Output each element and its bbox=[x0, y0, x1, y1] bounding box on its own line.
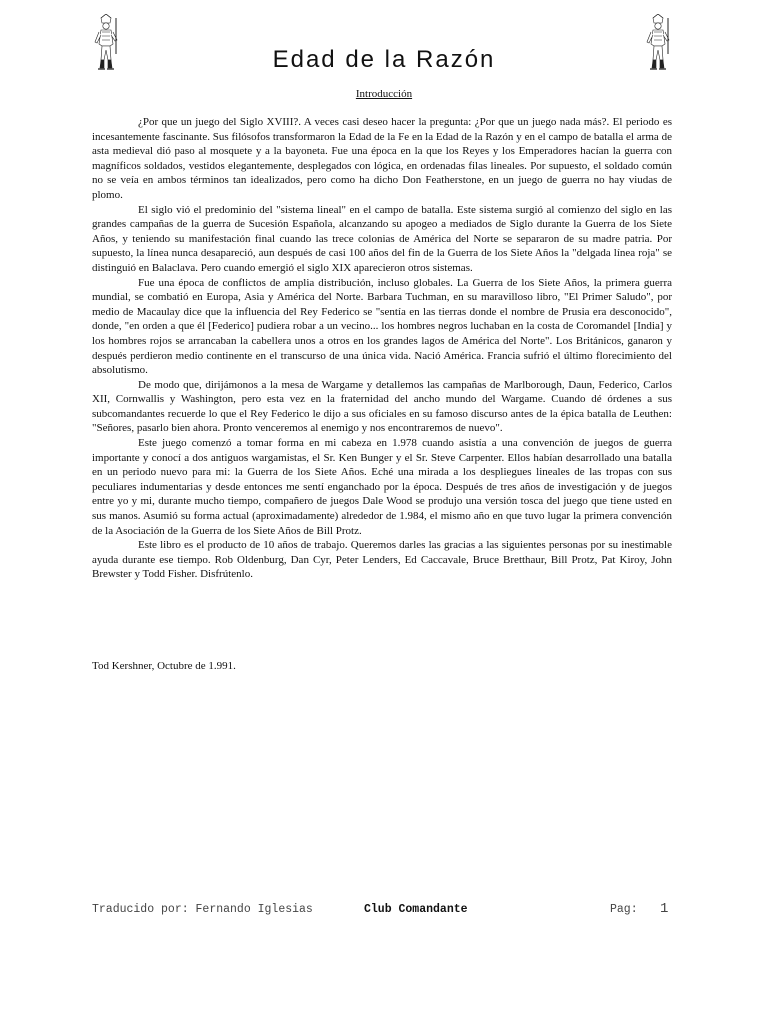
paragraph: De modo que, dirijámonos a la mesa de Wargame y detallemos las campañas de Marlborough, Daun, Federico, Carlos XII, Cornwallis y Washington, pero esta vez en la fraternidad del ancho mundo del Wargame. Cuando dé órdenes a sus subcomandantes recuerde lo que el Rey Federico le dijo a sus oficiales en su famoso discurso antes de la épica batalla de Leuthen: "Señores, pasarlo bien ahora. Pronto venceremos al enemigo y nos encontraremos de nuevo". bbox=[92, 378, 672, 435]
translator-credit: Traducido por: Fernando Iglesias bbox=[92, 903, 313, 916]
paragraph: El siglo vió el predominio del "sistema lineal" en el campo de batalla. Este sistema surgió al comienzo del siglo en las grandes campañas de la guerra de Sucesión Española, alcanzando su apogeo a mediados de Siglo durante la Guerra de los Siete Años, y teniendo su manifestación final cuando las trece colonias de América del Norte se separaron de su madre patria. Por supuesto, la línea nunca desapareció, aun después de casi 100 años del fin de la Guerra de los Siete Años la "delgada línea roja" se distinguió en Balaclava. Pero cuando emergió el siglo XIX aparecieron otros sistemas. bbox=[92, 203, 672, 274]
page-title: Edad de la Razón bbox=[272, 46, 496, 73]
club-name: Club Comandante bbox=[364, 903, 468, 916]
paragraph: Este libro es el producto de 10 años de trabajo. Queremos darles las gracias a las siguientes personas por su inestimable ayuda durante ese tiempo. Rob Oldenburg, Dan Cyr, Peter Lenders, Ed Caccavale, Bruce Bretthaur, Bill Protz, Pat Kiroy, John Brewster y Todd Fisher. Disfrútenlo. bbox=[92, 539, 672, 581]
page-footer bbox=[92, 903, 672, 923]
paragraph: ¿Por que un juego del Siglo XVIII?. A veces casi deseo hacer la pregunta: ¿Por que un juego nada más?. El periodo es incesantemente fascinante. Sus filósofos transformaron la Edad de la Fe en la Edad de la Razón y en el campo de batalla el arma de asta medieval dió paso al mosquete y a la bayoneta. Fue una época en la que los Reyes y los Emperadores hacían la guerra con magníficos soldados, vestidos elegantemente, desplegados con lógica, en ordenadas filas lineales. Por supuesto, el soldado común no se veía en ambos términos tan idealizados, pero como ha dicho Don Featherstone, en un juego de guerra no hay viudas de plomo. bbox=[92, 116, 672, 201]
page-label: Pag: bbox=[610, 903, 638, 916]
paragraph: Fue una época de conflictos de amplia distribución, incluso globales. La Guerra de los Siete Años, la primera guerra mundial, se combatió en Europa, Asia y América del Norte. Barbara Tuchman, en su maravilloso libro, "El Primer Saludo", por medio de Macaulay dice que la influencia del Rey Federico se "sentía en las tierras donde el nombre de Prusia era desconocido", donde, "en orden a que él [Federico] pudiera robar a un vecino... los hombres negros luchaban en la costa de Coromandel [India] y los hombres rojos se arrancaban la cabellera unos a otros en los grandes lagos de América del Norte". Los Británicos, ganaron y después perdieron medio continente en el transcurso de una única vida. Nació América. Francia sufrió el último florecimiento del absolutismo. bbox=[92, 276, 672, 377]
body-text bbox=[92, 115, 672, 582]
section-subtitle: Introducción bbox=[355, 88, 413, 100]
paragraph: Este juego comenzó a tomar forma en mi cabeza en 1.978 cuando asistía a una convención de juegos de guerra importante y conocí a dos antiguos wargamistas, el Sr. Ken Bunger y el Sr. Steve Carpenter. Ellos habían desarrollado una batalla en un periodo nuevo para mi: la Guerra de los Siete Años. Eché una mirada a los despliegues lineales de las tropas con sus peculiares indumentarias y desde entonces me sentí enganchado por la época. Después de tres años de investigación y de juegos entre yo y mi, durante mucho tiempo, compañero de juegos Dale Wood se produjo una versión tosca del juego que tiene usted en sus manos. Asumió su forma actual (aproximadamente) alrededor de 1.984, el mismo año en que tuvo lugar la primera convención de la Asociación de la Guerra de los Siete Años de Bill Protz. bbox=[92, 437, 672, 537]
signature: Tod Kershner, Octubre de 1.991. bbox=[92, 660, 236, 672]
page-number: 1 bbox=[660, 901, 669, 917]
